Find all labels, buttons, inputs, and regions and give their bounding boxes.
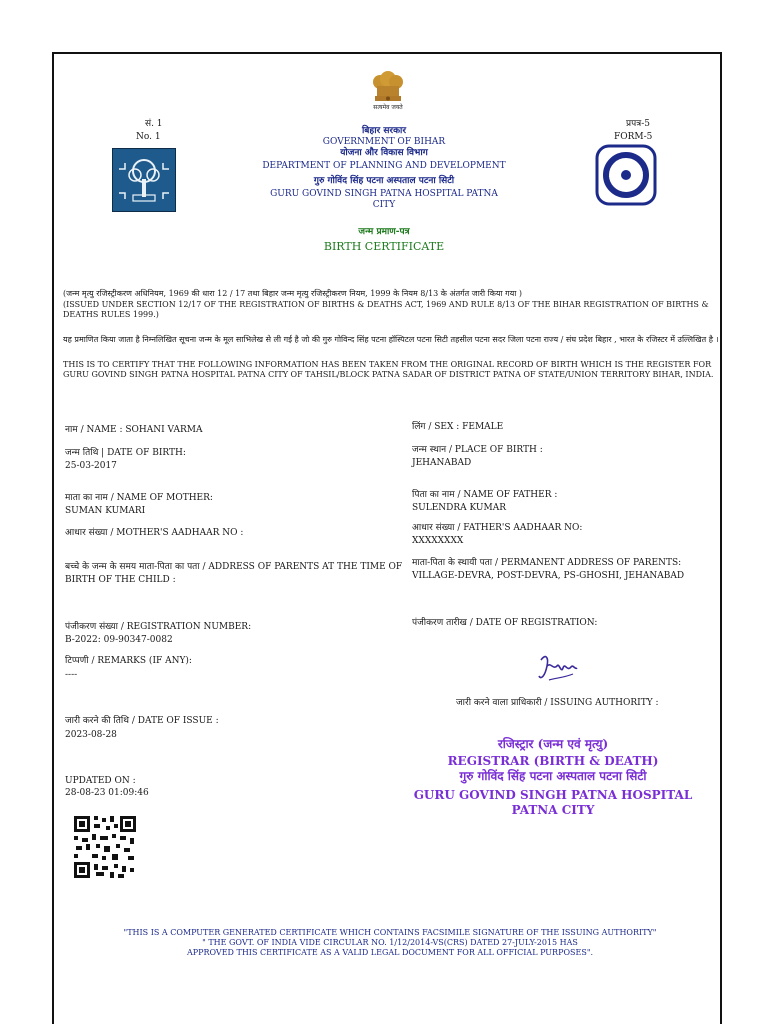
govt-title-en: GOVERNMENT OF BIHAR	[322, 137, 446, 147]
remarks-value: ----	[65, 670, 78, 680]
dept-title-en: DEPARTMENT OF PLANNING AND DEVELOPMENT	[262, 161, 506, 171]
dob-value: 25-03-2017	[65, 461, 117, 471]
pob-value: JEHANABAD	[412, 458, 472, 468]
statute-en: (ISSUED UNDER SECTION 12/17 OF THE REGISTRATION OF BIRTHS & DEATHS ACT, 1969 AND RULE 8/13 OF THE BIHAR REGISTRATION OF BIRTHS & DEATHS RULES 1999.)	[63, 300, 709, 319]
footer-line-2: " THE GOVT. OF INDIA VIDE CIRCULAR NO. 1/12/2014-VS(CRS) DATED 27-JULY-2015 HAS	[202, 938, 578, 947]
father-name-label: पिता का नाम / NAME OF FATHER :	[412, 490, 558, 500]
mother-name-value: SUMAN KUMARI	[65, 506, 146, 516]
registrar-title-en: REGISTRAR (BIRTH & DEATH)	[447, 754, 659, 768]
father-aadhaar-value: XXXXXXXX	[412, 536, 464, 546]
father-aadhaar-label: आधार संख्या / FATHER'S AADHAAR NO:	[412, 523, 583, 533]
registrar-hospital-en-1: GURU GOVIND SINGH PATNA HOSPITAL	[413, 788, 693, 802]
certificate-number-en: No. 1	[136, 132, 161, 142]
updated-on-value: 28-08-23 01:09:46	[65, 788, 149, 798]
certify-en: THIS IS TO CERTIFY THAT THE FOLLOWING INFORMATION HAS BEEN TAKEN FROM THE ORIGINAL RECORD OF BIRTH WHICH IS THE REGISTER FOR GURU GOVIND SINGH PATNA HOSPITAL PATNA CITY OF TAHSIL/BLOCK PATNA SADAR OF DISTRICT PATNA OF STATE/UNION TERRITORY BIHAR, INDIA.	[63, 360, 714, 379]
certificate-title-hi: जन्म प्रमाण-पत्र	[358, 227, 410, 237]
registration-number-value: B-2022: 09-90347-0082	[65, 635, 173, 645]
hospital-title-en-1: GURU GOVIND SINGH PATNA HOSPITAL PATNA	[270, 189, 498, 199]
registrar-hospital-en-2: PATNA CITY	[511, 803, 595, 817]
certificate-title-en: BIRTH CERTIFICATE	[323, 240, 445, 253]
birth-address-label-2: BIRTH OF THE CHILD :	[65, 575, 176, 585]
footer-line-1: "THIS IS A COMPUTER GENERATED CERTIFICATE WHICH CONTAINS FACSIMILE SIGNATURE OF THE ISSUING AUTHORITY"	[123, 928, 657, 937]
form-number-en: FORM-5	[614, 132, 653, 142]
sex-field: लिंग / SEX : FEMALE	[412, 422, 504, 432]
permanent-address-value: VILLAGE-DEVRA, POST-DEVRA, PS-GHOSHI, JEHANABAD	[412, 571, 685, 581]
certify-hi: यह प्रमाणित किया जाता है निम्नलिखित सूचना जन्म के मूल साभिलेख से ली गई है जो की गुरु गोविन्द सिंह पटना हॉस्पिटल पटना सिटी तहसील पटना सदर जिला पटना राज्य / संघ प्रदेश बिहार , भारत के रजिस्टर में उल्लिखित है ।	[63, 335, 719, 344]
crs-logo-icon	[595, 144, 657, 206]
bihar-govt-logo	[112, 148, 176, 212]
hospital-title-hi: गुरु गोविंद सिंह पटना अस्पताल पटना सिटी	[313, 176, 455, 186]
mother-name-label: माता का नाम / NAME OF MOTHER:	[65, 493, 213, 503]
mother-aadhaar-label: आधार संख्या / MOTHER'S AADHAAR NO :	[65, 528, 244, 538]
dept-title-hi: योजना और विकास विभाग	[340, 148, 428, 158]
tree-icon	[113, 149, 175, 211]
registration-number-label: पंजीकरण संख्या / REGISTRATION NUMBER:	[65, 622, 252, 632]
dob-label: जन्म तिथि | DATE OF BIRTH:	[65, 448, 186, 458]
father-name-value: SULENDRA KUMAR	[412, 503, 507, 513]
hospital-title-en-2: CITY	[372, 200, 396, 210]
signature-icon	[535, 652, 579, 686]
registrar-title-hi: रजिस्ट्रार (जन्म एवं मृत्यु)	[497, 737, 609, 751]
issuing-authority-label: जारी करने वाला प्राधिकारी / ISSUING AUTHORITY :	[456, 698, 659, 708]
emblem-motto: सत्यमेव जयते	[373, 104, 403, 111]
remarks-label: टिप्पणी / REMARKS (IF ANY):	[65, 656, 192, 666]
qr-code-icon	[72, 814, 138, 880]
registration-date-label: पंजीकरण तारीख / DATE OF REGISTRATION:	[412, 618, 598, 628]
statute-hi: (जन्म मृत्यु रजिस्ट्रीकरण अधिनियम, 1969 की धारा 12 / 17 तथा बिहार जन्म मृत्यु रजिस्ट्रीकरण नियम, 1999 के नियम 8/13 के अंतर्गत जारी किया गया )	[63, 289, 523, 298]
pob-label: जन्म स्थान / PLACE OF BIRTH :	[412, 445, 543, 455]
footer-line-3: APPROVED THIS CERTIFICATE AS A VALID LEGAL DOCUMENT FOR ALL OFFICIAL PURPOSES".	[186, 948, 594, 957]
child-name: नाम / NAME : SOHANI VARMA	[65, 425, 203, 435]
govt-title-hi: बिहार सरकार	[361, 126, 407, 136]
permanent-address-label: माता-पिता के स्थायी पता / PERMANENT ADDRESS OF PARENTS:	[412, 558, 682, 568]
certificate-number-hi: सं. 1	[145, 119, 163, 129]
birth-address-label-1: बच्चे के जन्म के समय माता-पिता का पता / ADDRESS OF PARENTS AT THE TIME OF	[65, 562, 403, 572]
issue-date-value: 2023-08-28	[65, 730, 117, 740]
registrar-hospital-hi: गुरु गोविंद सिंह पटना अस्पताल पटना सिटी	[459, 769, 647, 783]
updated-on-label: UPDATED ON :	[65, 776, 136, 786]
form-number-hi: प्रपत्र-5	[626, 119, 650, 129]
issue-date-label: जारी करने की तिथि / DATE OF ISSUE :	[65, 716, 219, 726]
